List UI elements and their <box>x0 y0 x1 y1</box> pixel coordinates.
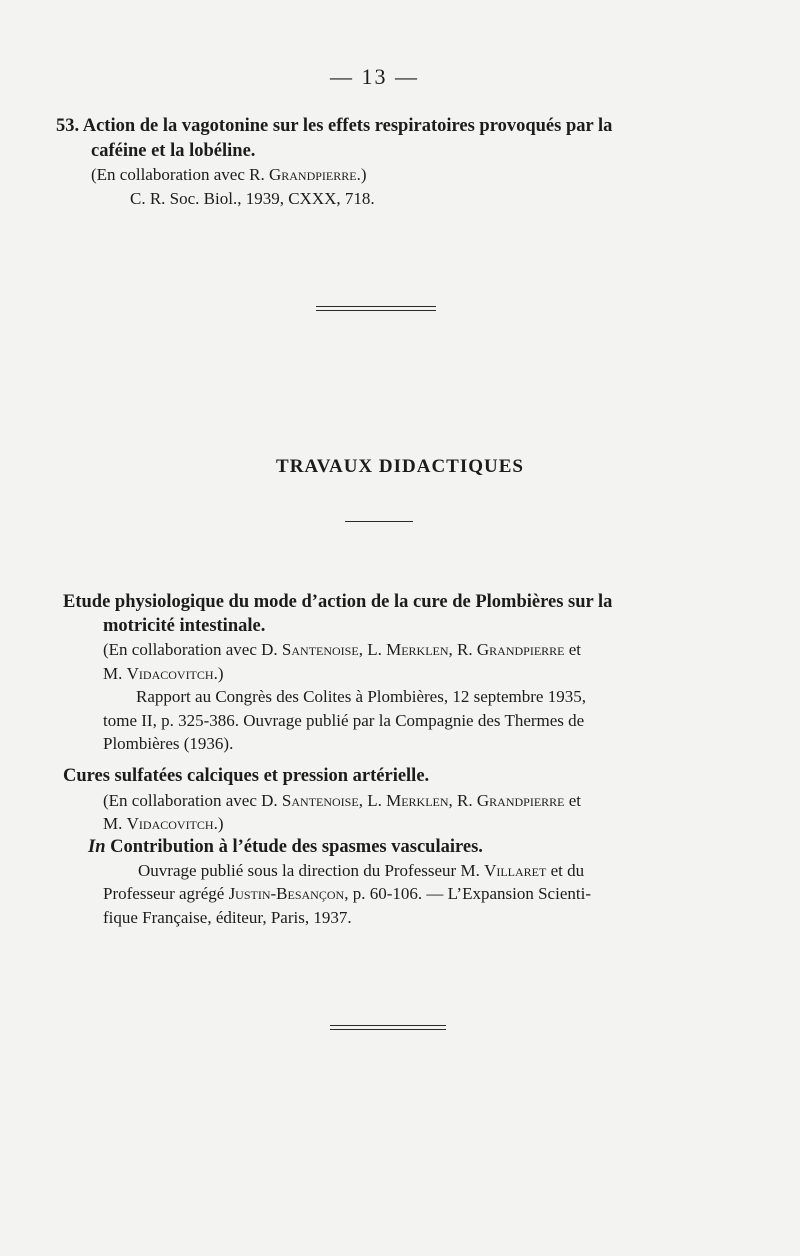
page-number: — 13 — <box>330 64 419 89</box>
text: M. <box>103 814 127 833</box>
entry-53-title-text: Action de la vagotonine sur les effets respiratoires provoqués par la <box>82 116 613 136</box>
author-name: Santenoise <box>281 640 359 659</box>
heading-underline <box>345 521 413 522</box>
text: et du <box>546 861 585 880</box>
entry-53-collaboration <box>91 165 367 185</box>
author-name: Vidacovitch <box>126 814 214 833</box>
divider-rule <box>316 310 436 311</box>
text: , L. <box>358 791 387 810</box>
entry-53-title-line1 <box>56 116 612 137</box>
divider-rule <box>316 306 436 307</box>
text: .) <box>213 664 224 683</box>
entry-plombieres-title-line2: motricité intestinale. <box>103 616 266 636</box>
author-name: Justin-Besançon <box>228 884 345 903</box>
divider-rule-bottom <box>330 1029 446 1030</box>
collab-suffix: .) <box>356 165 367 184</box>
author-name: Santenoise <box>281 791 359 810</box>
entry-cures-collab-line2 <box>103 814 223 834</box>
entry-plombieres-title-line1: Etude physiologique du mode d’action de la cure de Plombières sur la <box>63 592 613 612</box>
text: (En collaboration avec D. <box>103 640 282 659</box>
text: , R. <box>448 640 477 659</box>
entry-plombieres-ref-line3: Plombières (1936). <box>103 734 234 753</box>
text: Professeur agrégé <box>103 884 229 903</box>
text: et <box>564 640 582 659</box>
text: .) <box>213 814 224 833</box>
entry-plombieres-ref-line2: tome II, p. 325-386. Ouvrage publié par la Compagnie des Thermes de <box>103 711 585 730</box>
entry-53-reference: C. R. Soc. Biol., 1939, CXXX, 718. <box>130 189 375 208</box>
entry-cures-in-title <box>88 837 483 858</box>
text: et <box>564 791 582 810</box>
text: , p. 60-106. — L’Expansion Scienti- <box>344 884 591 903</box>
entry-plombieres-collab-line2 <box>103 664 223 684</box>
divider-rule-bottom <box>330 1025 446 1026</box>
author-name: Villaret <box>484 861 547 880</box>
author-name: Grandpierre <box>476 791 565 810</box>
text: , R. <box>448 791 477 810</box>
entry-53-number: 53. <box>56 116 80 136</box>
in-word: In <box>88 837 106 857</box>
entry-cures-ref-line3: fique Française, éditeur, Paris, 1937. <box>103 908 352 927</box>
entry-cures-ref-line2 <box>103 884 591 904</box>
author-name: Merklen <box>386 640 449 659</box>
entry-cures-ref-line1 <box>138 861 584 881</box>
author-name: Vidacovitch <box>126 664 214 683</box>
collab-prefix: (En collaboration avec R. <box>91 165 269 184</box>
entry-plombieres-collab-line1 <box>103 640 581 660</box>
text: M. <box>103 664 127 683</box>
author-name: Merklen <box>386 791 449 810</box>
text: Ouvrage publié sous la direction du Professeur M. <box>138 861 485 880</box>
text: , L. <box>358 640 387 659</box>
entry-plombieres-ref-line1: Rapport au Congrès des Colites à Plombières, 12 septembre 1935, <box>136 687 586 706</box>
entry-53-title-line2: caféine et la lobéline. <box>91 141 256 161</box>
text: (En collaboration avec D. <box>103 791 282 810</box>
author-name: Grandpierre <box>476 640 565 659</box>
section-heading: TRAVAUX DIDACTIQUES <box>276 456 524 477</box>
in-title: Contribution à l’étude des spasmes vasculaires. <box>105 837 483 857</box>
entry-cures-title: Cures sulfatées calciques et pression artérielle. <box>63 766 430 786</box>
entry-cures-collab-line1 <box>103 791 581 811</box>
collab-name: Grandpierre <box>268 165 357 184</box>
